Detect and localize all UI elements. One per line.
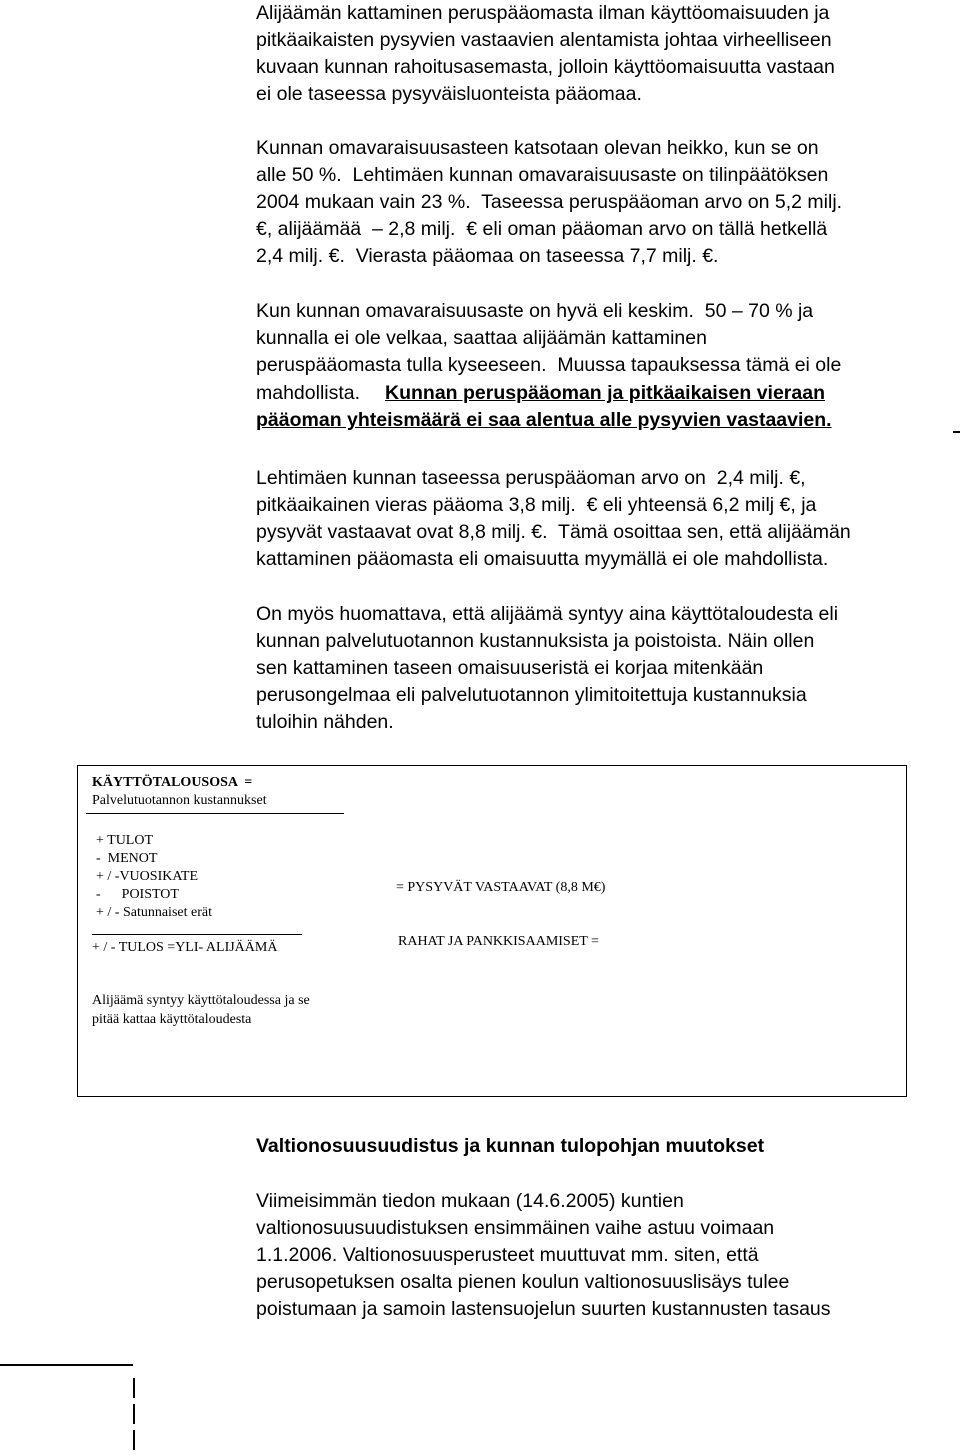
- diagram-note-line-1: Alijäämä syntyy käyttötaloudessa ja se: [92, 993, 310, 1008]
- margin-mark-2: [133, 1404, 135, 1424]
- diagram-title: KÄYTTÖTALOUSOSA =: [92, 775, 253, 790]
- section-line-4: perusopetuksen osalta pienen koulun valtionosuuslisäys tulee: [256, 1271, 790, 1293]
- margin-mark-3: [133, 1430, 135, 1450]
- paragraph-3-emphasis-2: pääoman yhteismäärä ei saa alentua alle pysyvien vastaavien.: [256, 409, 832, 431]
- diagram-item-poistot: - POISTOT: [96, 887, 179, 902]
- section-line-1: Viimeisimmän tiedon mukaan (14.6.2005) kuntien: [256, 1190, 684, 1212]
- section-line-5: poistumaan ja samoin lastensuojelun suurten kustannusten tasaus: [256, 1298, 831, 1320]
- paragraph-5-line-5: tuloihin nähden.: [256, 711, 394, 733]
- paragraph-2-line-5: 2,4 milj. €. Vierasta pääomaa on taseessa 7,7 milj. €.: [256, 245, 719, 267]
- paragraph-5-line-1: On myös huomattava, että alijäämä syntyy aina käyttötaloudesta eli: [256, 603, 839, 625]
- diagram-divider-top: [86, 813, 344, 814]
- diagram-item-menot: - MENOT: [96, 851, 158, 866]
- diagram-item-satunnaiset: + / - Satunnaiset erät: [96, 905, 212, 920]
- margin-mark-1: [133, 1378, 135, 1398]
- underline-stub: [953, 431, 960, 433]
- paragraph-3-line-2: kunnalla ei ole velkaa, saattaa alijäämän kattaminen: [256, 327, 707, 349]
- diagram-right-pysyvat: = PYSYVÄT VASTAAVAT (8,8 M€): [396, 880, 606, 895]
- paragraph-4-line-4: kattaminen pääomasta eli omaisuutta myymällä ei ole mahdollista.: [256, 548, 829, 570]
- paragraph-2-line-2: alle 50 %. Lehtimäen kunnan omavaraisuusaste on tilinpäätöksen: [256, 164, 829, 186]
- paragraph-3-line-3: peruspääomasta tulla kyseeseen. Muussa tapauksessa tämä ei ole: [256, 354, 842, 376]
- paragraph-1-line-2: pitkäaikaisten pysyvien vastaavien alentamista johtaa virheelliseen: [256, 29, 832, 51]
- diagram-subtitle: Palvelutuotannon kustannukset: [92, 793, 267, 808]
- section-heading: Valtionosuusuudistus ja kunnan tulopohjan muutokset: [256, 1135, 765, 1157]
- paragraph-1-line-3: kuvaan kunnan rahoitusasemasta, jolloin käyttöomaisuutta vastaan: [256, 56, 835, 78]
- diagram-item-vuosikate: + / -VUOSIKATE: [96, 869, 198, 884]
- paragraph-4-line-2: pitkäaikainen vieras pääoma 3,8 milj. € eli yhteensä 6,2 milj €, ja: [256, 494, 817, 516]
- paragraph-5-line-2: kunnan palvelutuotannon kustannuksista ja poistoista. Näin ollen: [256, 630, 815, 652]
- paragraph-1-line-4: ei ole taseessa pysyväisluonteista pääomaa.: [256, 83, 642, 105]
- paragraph-2-line-4: €, alijäämää – 2,8 milj. € eli oman pääoman arvo on tällä hetkellä: [256, 218, 828, 240]
- diagram-result: + / - TULOS =YLI- ALIJÄÄMÄ: [92, 940, 278, 955]
- section-line-2: valtionosuusuudistuksen ensimmäinen vaihe astuu voimaan: [256, 1217, 775, 1239]
- paragraph-2-line-1: Kunnan omavaraisuusasteen katsotaan olevan heikko, kun se on: [256, 137, 819, 159]
- paragraph-5-line-4: perusongelmaa eli palvelutuotannon ylimitoitettuja kustannuksia: [256, 684, 807, 706]
- paragraph-4-line-1: Lehtimäen kunnan taseessa peruspääoman arvo on 2,4 milj. €,: [256, 467, 806, 489]
- accounting-diagram: [77, 765, 907, 1097]
- diagram-item-tulot: + TULOT: [96, 833, 154, 848]
- paragraph-3-line-4: mahdollista.: [256, 382, 361, 404]
- footnote-separator: [0, 1364, 133, 1366]
- paragraph-1-line-1: Alijäämän kattaminen peruspääomasta ilman käyttöomaisuuden ja: [256, 2, 830, 24]
- paragraph-3-emphasis-1: Kunnan peruspääoman ja pitkäaikaisen vieraan: [385, 382, 825, 404]
- paragraph-5-line-3: sen kattaminen taseen omaisuuseristä ei korjaa mitenkään: [256, 657, 764, 679]
- paragraph-2-line-3: 2004 mukaan vain 23 %. Taseessa peruspääoman arvo on 5,2 milj.: [256, 191, 843, 213]
- diagram-right-rahat: RAHAT JA PANKKISAAMISET =: [398, 934, 599, 949]
- diagram-divider-result: [92, 934, 302, 935]
- paragraph-4-line-3: pysyvät vastaavat ovat 8,8 milj. €. Tämä osoittaa sen, että alijäämän: [256, 521, 851, 543]
- paragraph-3-line-1: Kun kunnan omavaraisuusaste on hyvä eli keskim. 50 – 70 % ja: [256, 300, 814, 322]
- section-line-3: 1.1.2006. Valtionosuusperusteet muuttuvat mm. siten, että: [256, 1244, 759, 1266]
- diagram-note-line-2: pitää kattaa käyttötaloudesta: [92, 1012, 252, 1027]
